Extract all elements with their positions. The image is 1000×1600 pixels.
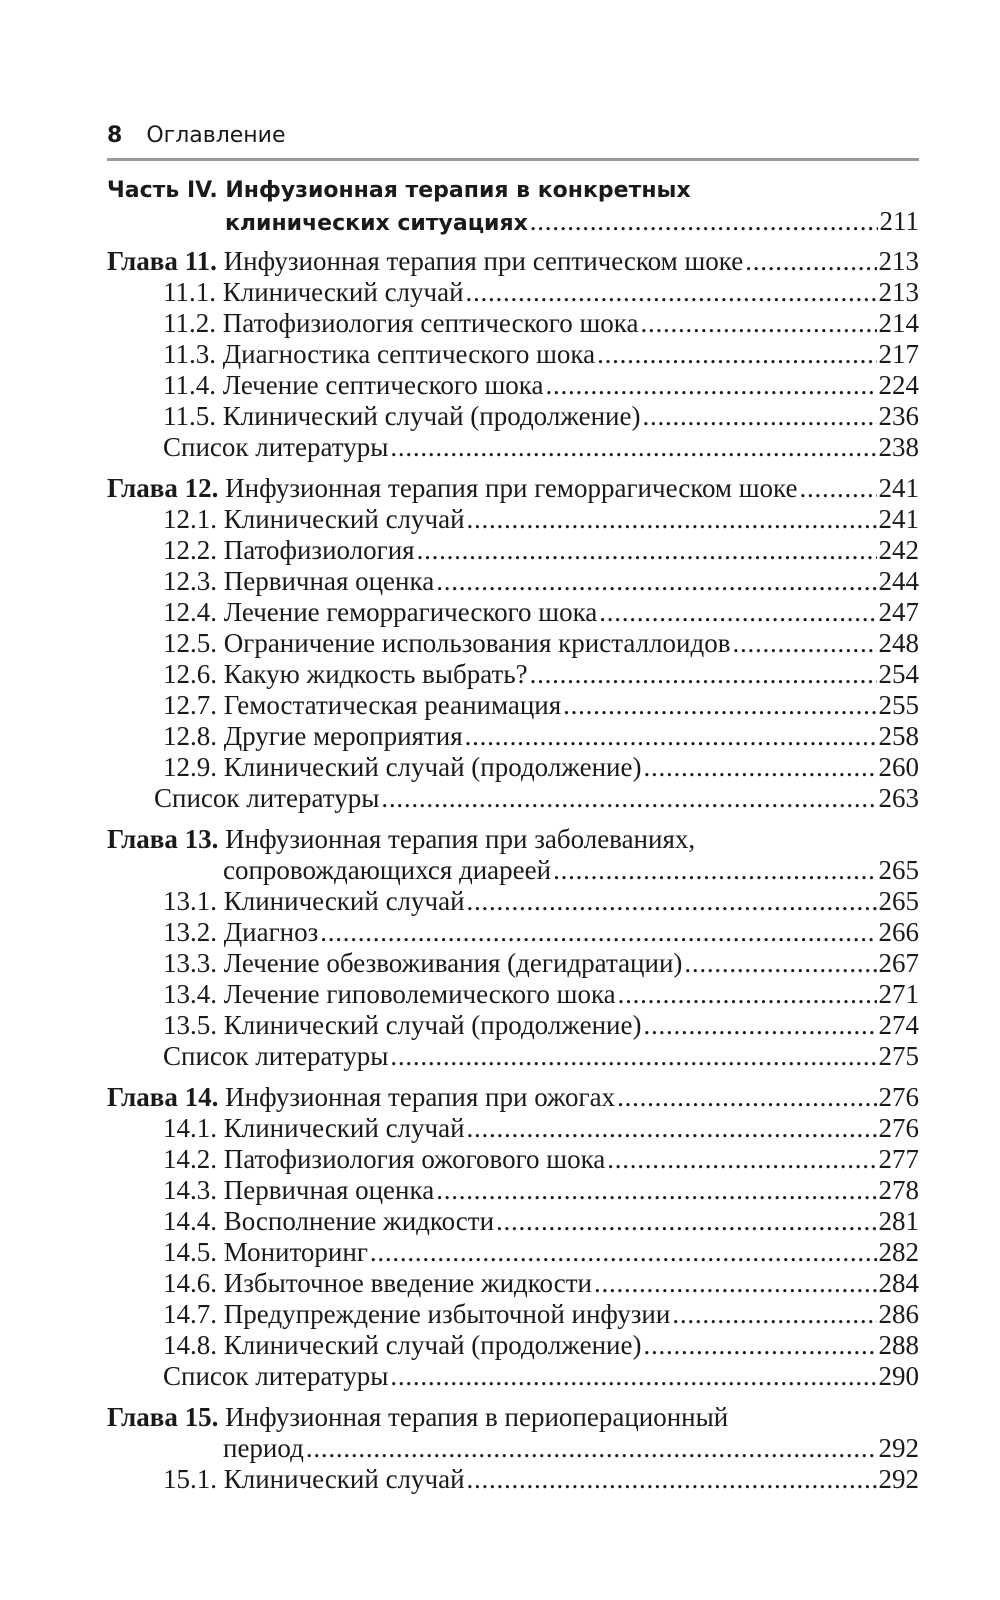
leader-dots	[545, 370, 876, 401]
toc-entry[interactable]	[107, 948, 919, 979]
entry-title: 13.5. Клинический случай (продолжение)	[163, 1010, 642, 1040]
entry-page: 274	[878, 1010, 919, 1040]
leader-dots	[643, 1330, 876, 1361]
toc-entry[interactable]	[107, 1299, 919, 1330]
toc-entry[interactable]	[107, 886, 919, 917]
entry-page: 224	[878, 370, 919, 400]
chapter-14	[107, 1082, 919, 1392]
references-label: Список литературы	[163, 432, 389, 462]
leader-dots	[597, 339, 876, 370]
leader-dots	[306, 1433, 877, 1464]
entry-title: 12.7. Гемостатическая реанимация	[163, 690, 562, 720]
entry-title: 11.5. Клинический случай (продолжение)	[163, 401, 641, 431]
toc-entry[interactable]	[107, 597, 919, 628]
entry-title: 15.1. Клинический случай	[163, 1464, 465, 1494]
entry-title: 12.3. Первичная оценка	[163, 566, 435, 596]
leader-dots	[672, 1299, 876, 1330]
chapter-entry[interactable]	[107, 473, 919, 504]
chapter-number: Глава 12.	[107, 473, 219, 503]
leader-dots	[530, 206, 878, 236]
leader-dots	[607, 1144, 876, 1175]
leader-dots	[684, 948, 876, 979]
toc-entry[interactable]	[107, 277, 919, 308]
entry-title: 11.1. Клинический случай	[163, 277, 464, 307]
entry-page: 266	[878, 917, 919, 947]
leader-dots	[467, 504, 877, 535]
entry-title: 14.3. Первичная оценка	[163, 1175, 435, 1205]
references-label: Список литературы	[154, 783, 380, 813]
entry-page: 242	[878, 535, 919, 565]
leader-dots	[390, 1041, 876, 1072]
entry-page: 213	[878, 277, 919, 307]
toc-entry[interactable]	[107, 690, 919, 721]
entry-page: 258	[878, 721, 919, 751]
chapter-title-line1: Инфузионная терапия при заболеваниях,	[225, 824, 696, 854]
chapter-number: Глава 11.	[107, 246, 217, 276]
entry-title: 11.3. Диагностика септического шока	[163, 339, 596, 369]
entry-title: 12.1. Клинический случай	[163, 504, 465, 534]
chapter-entry[interactable]	[107, 824, 919, 855]
chapter-13	[107, 824, 919, 1072]
leader-dots	[381, 783, 876, 814]
leader-dots	[390, 432, 876, 463]
leader-dots	[370, 1237, 877, 1268]
chapter-title: Инфузионная терапия при геморрагическом шоке	[225, 473, 798, 503]
entry-page: 241	[878, 504, 919, 534]
toc-entry[interactable]	[107, 1144, 919, 1175]
leader-dots	[745, 246, 876, 277]
entry-title: 12.2. Патофизиология	[163, 535, 415, 565]
chapter-page: 241	[878, 473, 919, 503]
entry-title: 12.4. Лечение геморрагического шока	[163, 597, 598, 627]
references-entry[interactable]	[107, 783, 919, 814]
leader-dots	[467, 1464, 877, 1495]
header-rule	[107, 158, 919, 161]
entry-page: 284	[878, 1268, 919, 1298]
toc-entry[interactable]	[107, 1113, 919, 1144]
chapter-number: Глава 13.	[107, 824, 219, 854]
entry-page: 244	[878, 566, 919, 596]
entry-page: 288	[878, 1330, 919, 1360]
chapter-title-line2: период	[223, 1433, 304, 1463]
references-entry[interactable]	[107, 1361, 919, 1392]
toc-entry[interactable]	[107, 1268, 919, 1299]
chapter-page: 265	[878, 855, 919, 885]
toc-entry[interactable]	[107, 535, 919, 566]
toc-entry[interactable]	[107, 1237, 919, 1268]
entry-page: 278	[878, 1175, 919, 1205]
toc-entry[interactable]	[107, 339, 919, 370]
chapter-title-line2: сопровождающихся диареей	[223, 855, 552, 885]
entry-title: 13.1. Клинический случай	[163, 886, 465, 916]
chapter-number: Глава 15.	[107, 1402, 219, 1432]
entry-page: 248	[878, 628, 919, 658]
leader-dots	[436, 1175, 876, 1206]
chapter-entry-continuation[interactable]	[107, 1433, 919, 1464]
leader-dots	[617, 1082, 876, 1113]
toc-entry[interactable]	[107, 566, 919, 597]
leader-dots	[643, 1010, 876, 1041]
entry-page: 286	[878, 1299, 919, 1329]
entry-page: 292	[878, 1464, 919, 1494]
toc-entry[interactable]	[107, 1175, 919, 1206]
entry-title: 12.6. Какую жидкость выбрать?	[163, 659, 528, 689]
references-label: Список литературы	[163, 1041, 389, 1071]
leader-dots	[618, 979, 877, 1010]
leader-dots	[643, 752, 876, 783]
leader-dots	[594, 1268, 877, 1299]
chapter-12	[107, 473, 919, 814]
toc-entry[interactable]	[107, 1206, 919, 1237]
chapter-title-line1: Инфузионная терапия в периоперационный	[225, 1402, 729, 1432]
leader-dots	[642, 401, 876, 432]
chapter-title: Инфузионная терапия при ожогах	[225, 1082, 616, 1112]
running-title: Оглавление	[146, 123, 286, 148]
entry-title: 13.4. Лечение гиповолемического шока	[163, 979, 616, 1009]
toc-entry[interactable]	[107, 721, 919, 752]
part-title-line1: Часть IV. Инфузионная терапия в конкретных	[107, 178, 691, 203]
entry-title: 12.9. Клинический случай (продолжение)	[163, 752, 642, 782]
part-heading	[107, 176, 919, 236]
entry-title: 13.3. Лечение обезвоживания (дегидратации)	[163, 948, 683, 978]
entry-page: 267	[878, 948, 919, 978]
references-page: 290	[878, 1361, 919, 1391]
entry-page: 282	[878, 1237, 919, 1267]
entry-page: 236	[878, 401, 919, 431]
entry-page: 276	[878, 1113, 919, 1143]
entry-title: 12.8. Другие мероприятия	[163, 721, 463, 751]
entry-title: 13.2. Диагноз	[163, 917, 319, 947]
chapter-page: 213	[878, 246, 919, 276]
leader-dots	[465, 721, 877, 752]
entry-page: 265	[878, 886, 919, 916]
table-of-contents	[107, 176, 919, 1495]
chapter-entry[interactable]	[107, 1402, 919, 1433]
entry-title: 12.5. Ограничение использования кристаллоидов	[163, 628, 731, 658]
leader-dots	[553, 855, 876, 886]
entry-page: 260	[878, 752, 919, 782]
entry-title: 14.7. Предупреждение избыточной инфузии	[163, 1299, 671, 1329]
references-page: 275	[878, 1041, 919, 1071]
leader-dots	[599, 597, 876, 628]
references-page: 238	[878, 432, 919, 462]
entry-page: 214	[878, 308, 919, 338]
toc-entry[interactable]	[107, 504, 919, 535]
entry-page: 254	[878, 659, 919, 689]
toc-entry[interactable]	[107, 752, 919, 783]
chapter-15	[107, 1402, 919, 1495]
entry-title: 14.2. Патофизиология ожогового шока	[163, 1144, 606, 1174]
entry-title: 14.5. Мониторинг	[163, 1237, 368, 1267]
toc-entry[interactable]	[107, 917, 919, 948]
toc-entry[interactable]	[107, 659, 919, 690]
chapter-entry-continuation[interactable]	[107, 855, 919, 886]
leader-dots	[563, 690, 876, 721]
entry-title: 14.1. Клинический случай	[163, 1113, 465, 1143]
chapter-page: 276	[878, 1082, 919, 1112]
leader-dots	[530, 659, 877, 690]
chapter-entry[interactable]	[107, 1082, 919, 1113]
entry-page: 217	[878, 339, 919, 369]
entry-page: 247	[878, 597, 919, 627]
entry-page: 255	[878, 690, 919, 720]
entry-page: 277	[878, 1144, 919, 1174]
toc-entry[interactable]	[107, 1010, 919, 1041]
references-entry[interactable]	[107, 1041, 919, 1072]
toc-entry[interactable]	[107, 370, 919, 401]
leader-dots	[436, 566, 876, 597]
chapter-title: Инфузионная терапия при септическом шоке	[223, 246, 744, 276]
leader-dots	[640, 308, 876, 339]
leader-dots	[467, 886, 877, 917]
chapter-entry[interactable]	[107, 246, 919, 277]
part-title-line2: клинических ситуациях	[225, 211, 528, 236]
leader-dots	[320, 917, 876, 948]
entry-title: 11.2. Патофизиология септического шока	[163, 308, 639, 338]
leader-dots	[417, 535, 877, 566]
chapter-page: 292	[878, 1433, 919, 1463]
references-entry[interactable]	[107, 432, 919, 463]
entry-page: 271	[878, 979, 919, 1009]
toc-entry[interactable]	[107, 628, 919, 659]
leader-dots	[390, 1361, 876, 1392]
part-page: 211	[879, 206, 919, 236]
chapter-11	[107, 246, 919, 463]
running-header	[107, 121, 919, 151]
entry-title: 14.4. Восполнение жидкости	[163, 1206, 495, 1236]
leader-dots	[800, 473, 877, 504]
references-page: 263	[878, 783, 919, 813]
entry-title: 14.8. Клинический случай (продолжение)	[163, 1330, 642, 1360]
page-number: 8	[107, 123, 123, 148]
toc-entry[interactable]	[107, 308, 919, 339]
chapter-number: Глава 14.	[107, 1082, 219, 1112]
leader-dots	[467, 1113, 877, 1144]
toc-entry[interactable]	[107, 1464, 919, 1495]
toc-entry[interactable]	[107, 401, 919, 432]
toc-entry[interactable]	[107, 979, 919, 1010]
leader-dots	[732, 628, 876, 659]
entry-page: 281	[878, 1206, 919, 1236]
entry-title: 14.6. Избыточное введение жидкости	[163, 1268, 592, 1298]
toc-entry[interactable]	[107, 1330, 919, 1361]
leader-dots	[466, 277, 877, 308]
entry-title: 11.4. Лечение септического шока	[163, 370, 544, 400]
leader-dots	[496, 1206, 876, 1237]
references-label: Список литературы	[163, 1361, 389, 1391]
